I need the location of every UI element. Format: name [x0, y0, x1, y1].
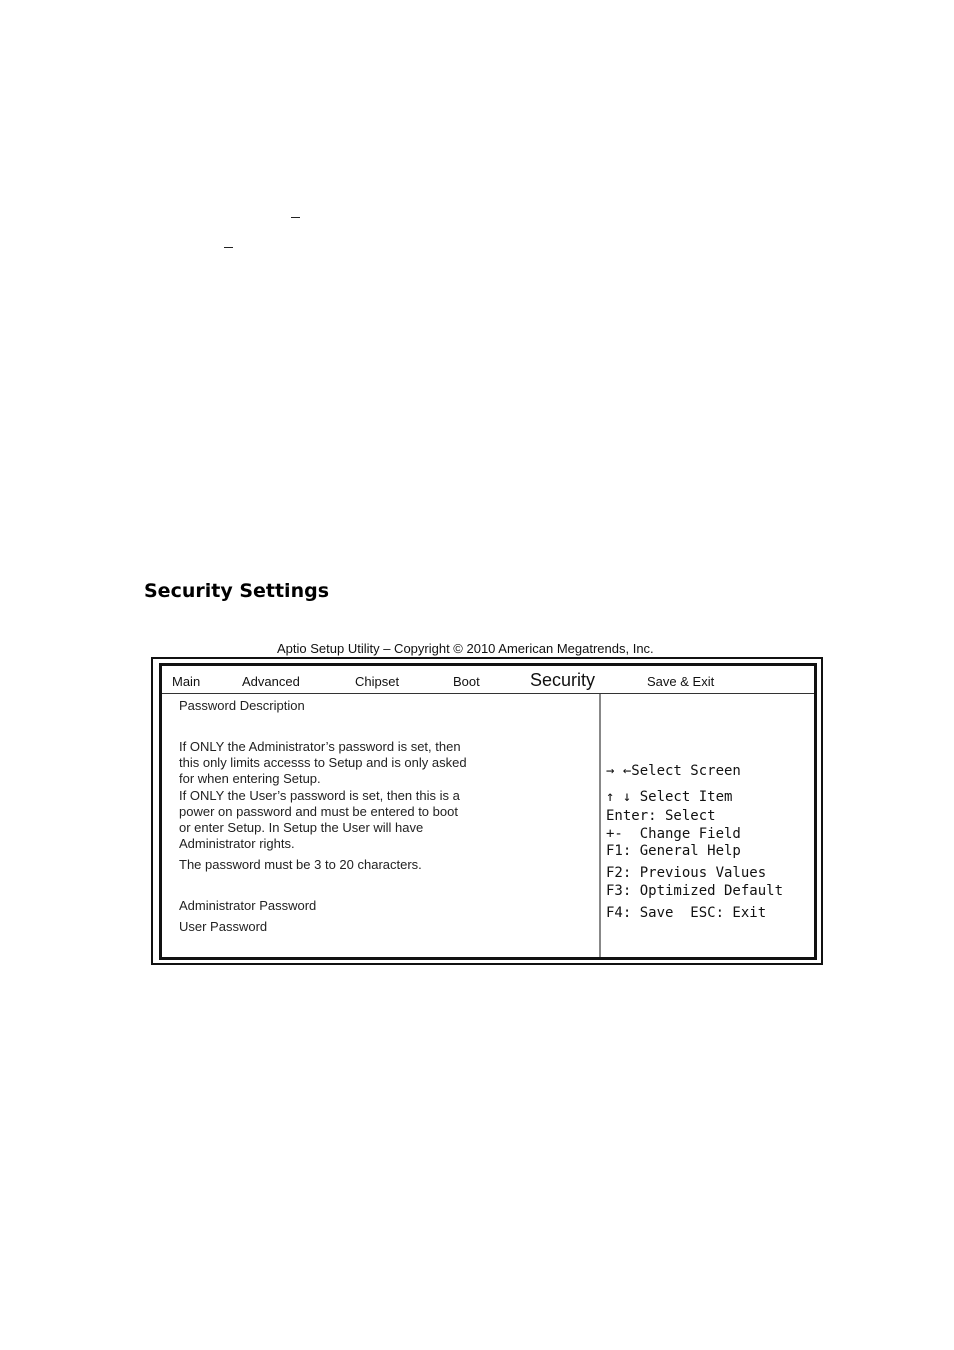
- help-save-exit: F4: Save ESC: Exit: [606, 905, 767, 921]
- tab-chipset[interactable]: Chipset: [355, 674, 400, 689]
- help-optimized-default: F3: Optimized Default: [606, 883, 784, 899]
- section-heading: Security Settings: [144, 580, 330, 602]
- desc-line: this only limits accesss to Setup and is only asked: [179, 755, 467, 770]
- help-enter-select: Enter: Select: [606, 808, 716, 824]
- password-description-label: Password Description: [179, 698, 305, 713]
- user-password-item[interactable]: User Password: [179, 919, 268, 934]
- tab-save-exit[interactable]: Save & Exit: [647, 674, 715, 689]
- help-previous-values: F2: Previous Values: [606, 865, 767, 881]
- help-select-screen: → ←Select Screen: [606, 763, 741, 779]
- tab-boot[interactable]: Boot: [453, 674, 480, 689]
- help-general-help: F1: General Help: [606, 843, 741, 859]
- panel-divider: [599, 694, 601, 957]
- dash-mark-2: [224, 247, 233, 248]
- desc-line: power on password and must be entered to boot: [179, 804, 458, 819]
- desc-line: or enter Setup. In Setup the User will have: [179, 820, 424, 835]
- desc-line: If ONLY the User’s password is set, then this is a: [179, 788, 460, 803]
- desc-line: for when entering Setup.: [179, 771, 321, 786]
- tab-advanced[interactable]: Advanced: [242, 674, 300, 689]
- help-change-field: +- Change Field: [606, 826, 741, 842]
- password-length-note: The password must be 3 to 20 characters.: [179, 857, 422, 872]
- desc-line: If ONLY the Administrator’s password is set, then: [179, 739, 461, 754]
- bios-title-bar: Aptio Setup Utility – Copyright © 2010 American Megatrends, Inc.: [277, 641, 654, 656]
- tab-main[interactable]: Main: [172, 674, 201, 689]
- desc-line: Administrator rights.: [179, 836, 295, 851]
- menubar-separator: [162, 693, 814, 694]
- administrator-password-item[interactable]: Administrator Password: [179, 898, 317, 913]
- help-select-item: ↑ ↓ Select Item: [606, 789, 733, 805]
- tab-security[interactable]: Security: [530, 670, 596, 690]
- dash-mark-1: [291, 217, 300, 218]
